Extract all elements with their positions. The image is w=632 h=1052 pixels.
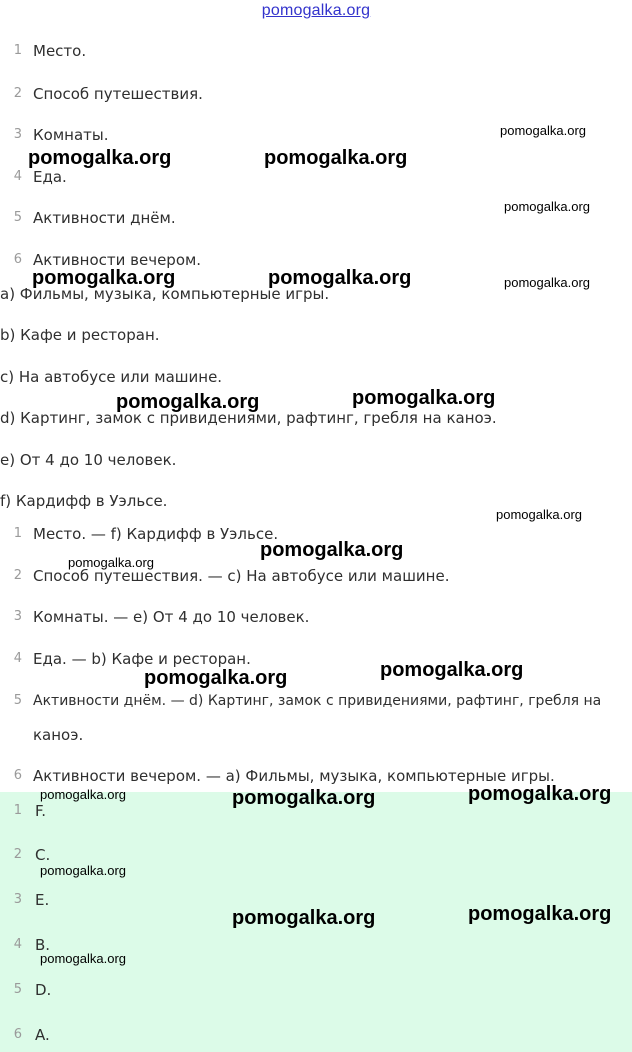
item-number: 1 bbox=[13, 803, 22, 818]
watermark: pomogalka.org bbox=[352, 387, 496, 409]
answer-text: C. bbox=[35, 846, 51, 864]
answer-text: B. bbox=[35, 936, 51, 954]
item-number: 2 bbox=[13, 847, 22, 862]
item-text: каноэ. bbox=[33, 726, 84, 744]
option-item: d) Картинг, замок с привидениями, рафтинг, гребля на каноэ. bbox=[0, 409, 497, 427]
option-item: b) Кафе и ресторан. bbox=[0, 326, 160, 344]
item-number: 5 bbox=[13, 210, 22, 225]
watermark: pomogalka.org bbox=[40, 863, 126, 878]
watermark: pomogalka.org bbox=[496, 507, 582, 522]
answer-text: F. bbox=[35, 802, 46, 820]
item-number: 6 bbox=[13, 252, 22, 267]
watermark: pomogalka.org bbox=[504, 275, 590, 290]
item-text: Комнаты. — e) От 4 до 10 человек. bbox=[33, 608, 310, 626]
item-number: 1 bbox=[13, 43, 22, 58]
watermark: pomogalka.org bbox=[40, 951, 126, 966]
option-item: a) Фильмы, музыка, компьютерные игры. bbox=[0, 285, 330, 303]
item-text: Активности днём. — d) Картинг, замок с привидениями, рафтинг, гребля на bbox=[33, 693, 602, 709]
watermark: pomogalka.org bbox=[504, 199, 590, 214]
watermark: pomogalka.org bbox=[68, 555, 154, 570]
watermark: pomogalka.org bbox=[32, 267, 176, 289]
watermark: pomogalka.org bbox=[144, 667, 288, 689]
watermark: pomogalka.org bbox=[468, 903, 612, 925]
watermark: pomogalka.org bbox=[232, 907, 376, 929]
item-text: Комнаты. bbox=[33, 126, 109, 144]
item-number: 6 bbox=[13, 768, 22, 783]
item-number: 4 bbox=[13, 169, 22, 184]
watermark: pomogalka.org bbox=[264, 147, 408, 169]
option-item: f) Кардифф в Уэльсе. bbox=[0, 492, 168, 510]
item-number: 5 bbox=[13, 693, 22, 708]
item-number: 1 bbox=[13, 526, 22, 541]
item-number: 3 bbox=[13, 892, 22, 907]
watermark: pomogalka.org bbox=[260, 539, 404, 561]
item-text: Активности вечером. — a) Фильмы, музыка, компьютерные игры. bbox=[33, 767, 555, 785]
watermark: pomogalka.org bbox=[232, 787, 376, 809]
watermark: pomogalka.org bbox=[468, 783, 612, 805]
option-item: c) На автобусе или машине. bbox=[0, 368, 223, 386]
item-text: Способ путешествия. — c) На автобусе или машине. bbox=[33, 567, 450, 585]
option-item: e) От 4 до 10 человек. bbox=[0, 451, 177, 469]
item-number: 6 bbox=[13, 1027, 22, 1042]
watermark: pomogalka.org bbox=[380, 659, 524, 681]
item-text: Место. — f) Кардифф в Уэльсе. bbox=[33, 525, 279, 543]
item-text: Способ путешествия. bbox=[33, 85, 203, 103]
watermark: pomogalka.org bbox=[40, 787, 126, 802]
site-link[interactable]: pomogalka.org bbox=[261, 2, 371, 19]
item-text: Активности днём. bbox=[33, 209, 176, 227]
answer-text: D. bbox=[35, 981, 52, 999]
watermark: pomogalka.org bbox=[116, 391, 260, 413]
item-number: 4 bbox=[13, 937, 22, 952]
watermark: pomogalka.org bbox=[500, 123, 586, 138]
item-number: 2 bbox=[13, 86, 22, 101]
item-text: Активности вечером. bbox=[33, 251, 202, 269]
item-number: 2 bbox=[13, 568, 22, 583]
item-number: 5 bbox=[13, 982, 22, 997]
watermark: pomogalka.org bbox=[28, 147, 172, 169]
item-number: 3 bbox=[13, 609, 22, 624]
watermark: pomogalka.org bbox=[268, 267, 412, 289]
item-text: Место. bbox=[33, 42, 87, 60]
item-text: Еда. bbox=[33, 168, 67, 186]
item-number: 3 bbox=[13, 127, 22, 142]
answer-text: E. bbox=[35, 891, 50, 909]
answer-text: A. bbox=[35, 1026, 50, 1044]
item-text: Еда. — b) Кафе и ресторан. bbox=[33, 650, 251, 668]
item-number: 4 bbox=[13, 651, 22, 666]
